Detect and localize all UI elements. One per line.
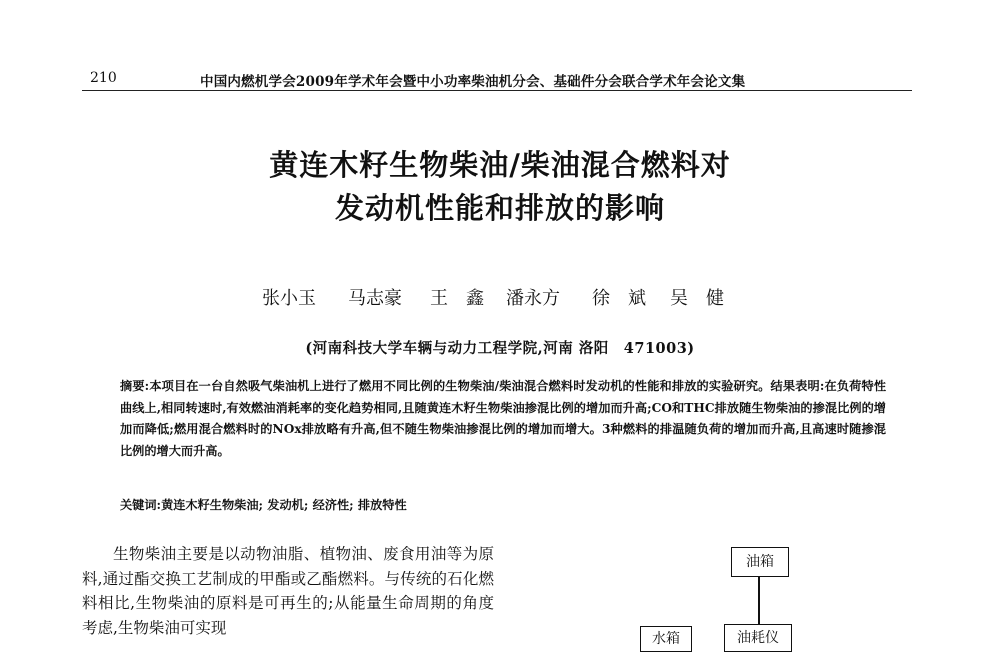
diagram-water-tank-box: 水箱: [640, 626, 692, 652]
diagram-fuel-meter-box: 油耗仪: [724, 624, 792, 652]
abstract: [120, 376, 886, 462]
page-number: 210: [90, 70, 117, 86]
running-header: [80, 70, 910, 90]
abstract-text: 本项目在一台自然吸气柴油机上进行了燃用不同比例的生物柴油/柴油混合燃料时发动机的性能和排放的实验研究。结果表明:在负荷特性曲线上,相同转速时,有效燃油消耗率的变化趋势相同,且随黄连木籽生物柴油掺混比例的增加而升高;CO和THC排放随生物柴油的掺混比例的增加而降低;燃用混合燃料时的NOx排放略有升高,但不随生物柴油掺混比例的增加而增大。3种燃料的排温随负荷的增加而升高,且高速时随掺混比例的增大而升高。: [120, 379, 887, 458]
body-paragraph: 生物柴油主要是以动物油脂、植物油、废食用油等为原料,通过酯交换工艺制成的甲酯或乙酯燃料。与传统的石化燃料相比,生物柴油的原料是可再生的;从能量生命周期的角度考虑,生物柴油可实现: [82, 545, 494, 637]
author-4: 潘永方: [506, 288, 560, 309]
author-1: 张小玉: [262, 288, 316, 309]
abstract-label: 摘要:: [120, 379, 150, 393]
diagram-fuel-tank-box: 油箱: [731, 547, 789, 577]
paper-title-line-2: 发动机性能和排放的影响: [334, 191, 665, 225]
affiliation: (河南科技大学车辆与动力工程学院,河南 洛阳 471003): [305, 340, 695, 357]
author-6: 吴 健: [670, 288, 724, 309]
paper-title-line-1: 黄连木籽生物柴油/柴油混合燃料对: [269, 148, 731, 182]
header-rule: [82, 90, 912, 91]
running-title: 中国内燃机学会2009年学术年会暨中小功率柴油机分会、基础件分会联合学术年会论文集: [200, 74, 746, 90]
diagram-connector-line: [758, 577, 760, 625]
author-3: 王 鑫: [430, 288, 484, 309]
author-5: 徐 斌: [592, 288, 646, 309]
keywords-text: 黄连木籽生物柴油; 发动机; 经济性; 排放特性: [161, 498, 407, 512]
keywords: [120, 496, 407, 513]
author-2: 马志豪: [348, 288, 402, 309]
keywords-label: 关键词:: [120, 498, 162, 512]
